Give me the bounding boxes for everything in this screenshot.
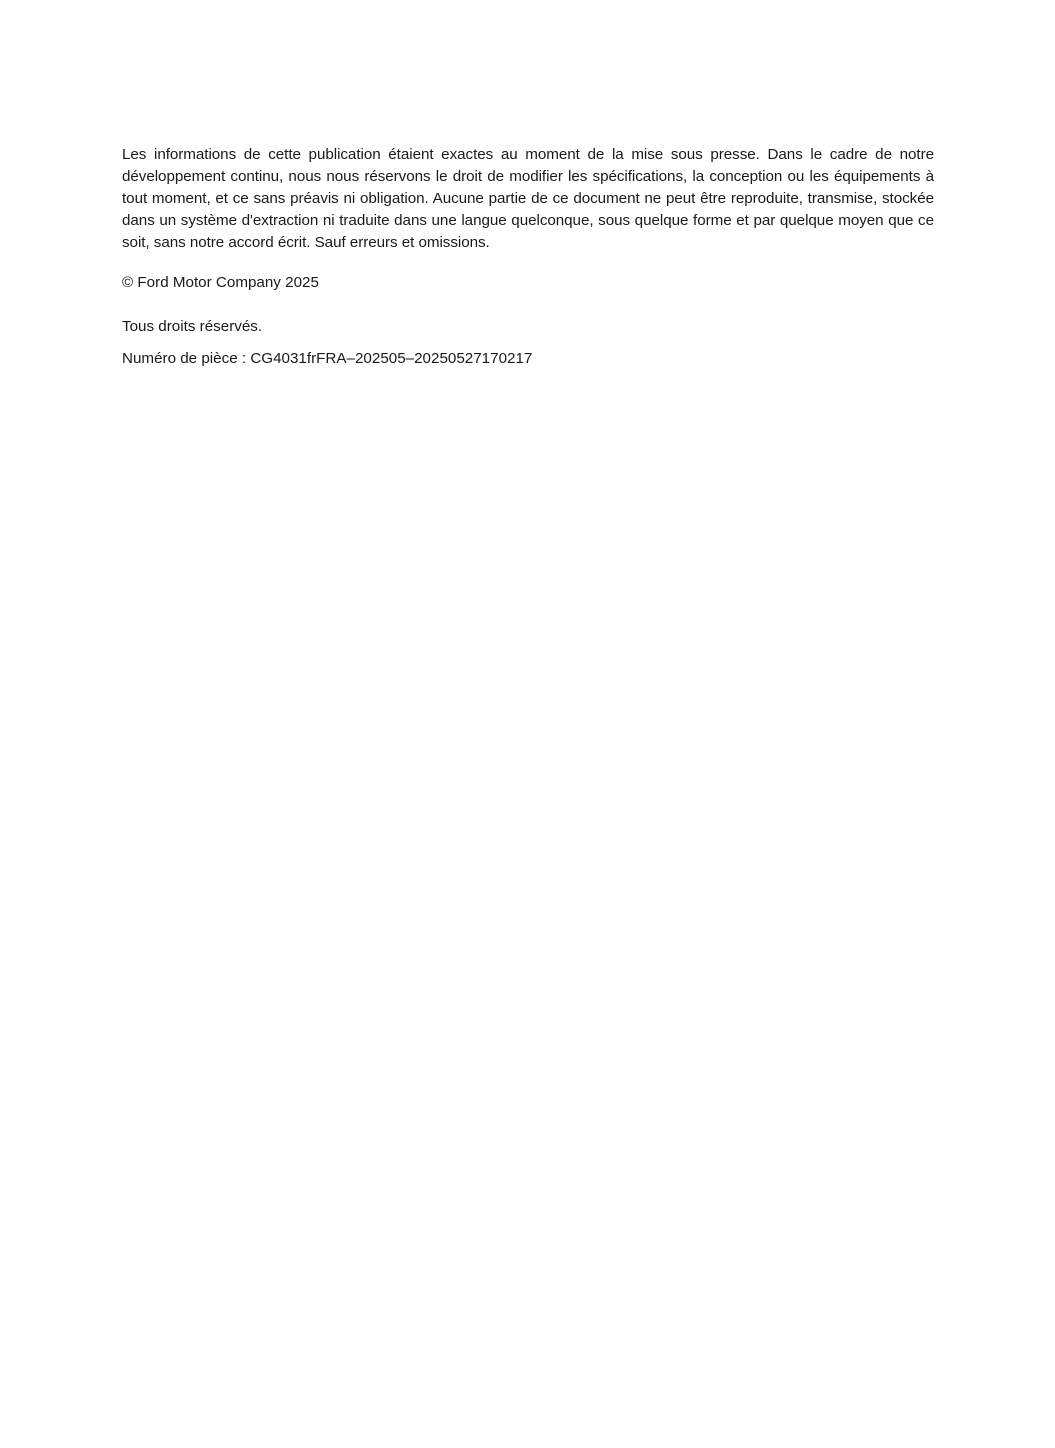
- disclaimer-paragraph: Les informations de cette publication étaient exactes au moment de la mise sous presse. Dans le cadre de notre développement continu, nous nous réservons le droit de modifier les spécifications, la conception ou les équipements à tout moment, et ce sans préavis ni obligation. Aucune partie de ce document ne peut être reproduite, transmise, stockée dans un système d'extraction ni traduite dans une langue quelconque, sous quelque forme et par quelque moyen que ce soit, sans notre accord écrit. Sauf erreurs et omissions.: [122, 146, 934, 252]
- all-rights-reserved-line: Tous droits réservés.: [122, 318, 263, 336]
- part-number-line: Numéro de pièce : CG4031frFRA–202505–20250527170217: [122, 350, 533, 368]
- copyright-line: © Ford Motor Company 2025: [122, 274, 319, 292]
- legal-notice-block: [122, 144, 934, 370]
